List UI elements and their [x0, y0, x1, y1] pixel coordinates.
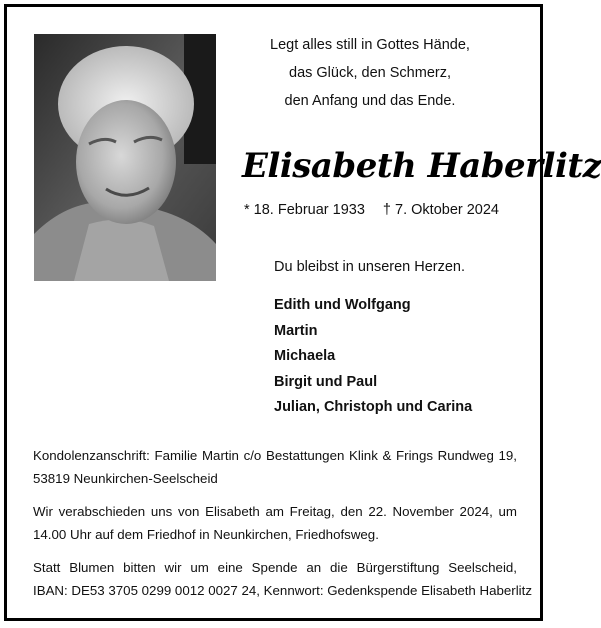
life-dates	[244, 202, 499, 218]
mourners-list	[274, 293, 472, 421]
donation-notice	[33, 556, 532, 602]
condolence-line: Kondolenzanschrift: Familie Martin c/o Bestattungen Klink & Frings Rundweg 19,	[33, 448, 517, 463]
donation-line: IBAN: DE53 3705 0299 0012 0027 24, Kennwort: Gedenkspende Elisabeth Haberlitz	[33, 583, 532, 598]
mourner-name: Martin	[274, 322, 318, 339]
condolence-line: 53819 Neunkirchen-Seelscheid	[33, 471, 218, 486]
birth-date: * 18. Februar 1933	[244, 202, 365, 218]
poem-line: den Anfang und das Ende.	[284, 93, 456, 109]
mourner-name: Birgit und Paul	[274, 373, 378, 390]
mourner-name: Edith und Wolfgang	[274, 297, 411, 313]
farewell-line: Wir verabschieden uns von Elisabeth am Freitag, den 22. November 2024, um	[33, 504, 517, 519]
deceased-name: Elisabeth Haberlitz	[242, 146, 601, 186]
memorial-motto: Du bleibst in unseren Herzen.	[274, 259, 466, 275]
farewell-line: 14.00 Uhr auf dem Friedhof in Neunkirchen, Friedhofsweg.	[33, 527, 379, 542]
poem-line: Legt alles still in Gottes Hände,	[270, 37, 470, 53]
portrait-photo	[34, 34, 216, 281]
mourner-name: Michaela	[274, 348, 336, 364]
mourner-name: Julian, Christoph und Carina	[274, 399, 473, 415]
farewell-notice	[33, 500, 517, 546]
portrait-image	[34, 34, 216, 281]
donation-line: Statt Blumen bitten wir um eine Spende an die Bürgerstiftung Seelscheid,	[33, 560, 517, 575]
poem-verse	[230, 31, 510, 115]
death-date: † 7. Oktober 2024	[382, 202, 499, 218]
poem-line: das Glück, den Schmerz,	[289, 65, 451, 81]
condolence-address	[33, 444, 517, 490]
